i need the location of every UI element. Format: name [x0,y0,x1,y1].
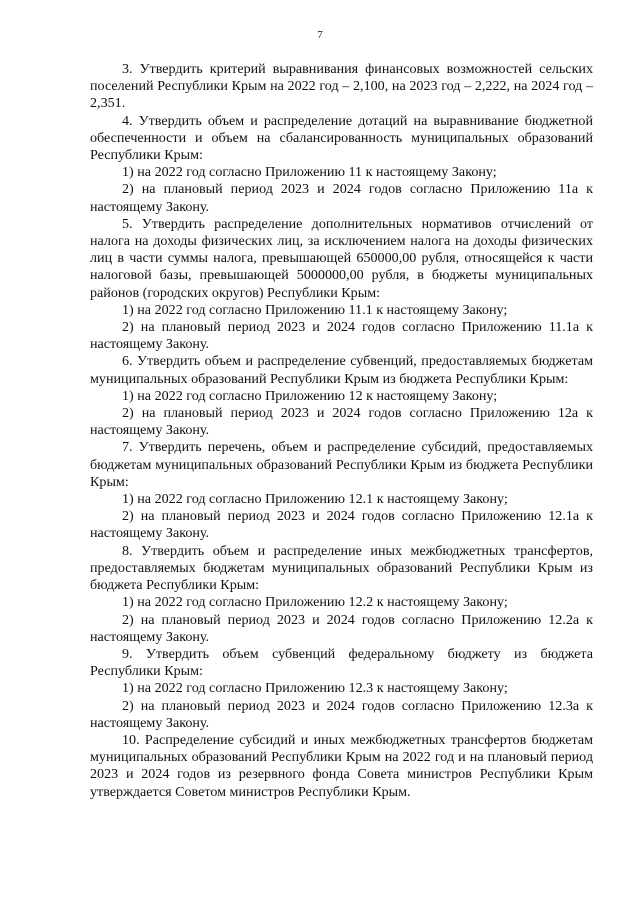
paragraph-10: 10. Распределение субсидий и иных межбюджетных трансфертов бюджетам муниципальных образований Республики Крым на 2022 год и на плановый период 2023 и 2024 годов из резервного фонда Совета министров Республики Крым утверждается Советом министров Республики Крым. [90,731,593,800]
paragraph-6: 6. Утвердить объем и распределение субвенций, предоставляемых бюджетам муниципальных образований Республики Крым из бюджета Республики Крым: [90,353,593,387]
document-body [90,61,593,801]
paragraph-6-item-2: 2) на плановый период 2023 и 2024 годов согласно Приложению 12а к настоящему Закону. [90,405,593,439]
paragraph-8-item-2: 2) на плановый период 2023 и 2024 годов согласно Приложению 12.2а к настоящему Закону. [90,611,593,645]
paragraph-4-item-2: 2) на плановый период 2023 и 2024 годов согласно Приложению 11а к настоящему Закону. [90,181,593,215]
paragraph-5-item-1: 1) на 2022 год согласно Приложению 11.1 к настоящему Закону; [122,301,508,318]
page-number: 7 [317,29,323,41]
paragraph-4: 4. Утвердить объем и распределение дотаций на выравнивание бюджетной обеспеченности и объем на сбалансированность муниципальных образований Республики Крым: [90,112,593,164]
paragraph-7-item-2: 2) на плановый период 2023 и 2024 годов согласно Приложению 12.1а к настоящему Закону. [90,508,593,542]
paragraph-4-item-1: 1) на 2022 год согласно Приложению 11 к настоящему Закону; [122,164,497,181]
paragraph-5: 5. Утвердить распределение дополнительных нормативов отчислений от налога на доходы физических лиц, за исключением налога на доходы физических лиц в части суммы налога, превышающей 650000,00 рубля, относящейся к части налоговой базы, превышающей 5000000,00 рубля, в бюджеты муниципальных районов (городских округов) Республики Крым: [90,215,593,301]
paragraph-8: 8. Утвердить объем и распределение иных межбюджетных трансфертов, предоставляемых бюджетам муниципальных образований Республики Крым из бюджета Республики Крым: [90,542,593,594]
paragraph-7: 7. Утвердить перечень, объем и распределение субсидий, предоставляемых бюджетам муниципальных образований Республики Крым из бюджета Республики Крым: [90,439,593,490]
paragraph-7-item-1: 1) на 2022 год согласно Приложению 12.1 к настоящему Закону; [122,491,508,508]
paragraph-9-item-1: 1) на 2022 год согласно Приложению 12.3 к настоящему Закону; [122,680,508,697]
paragraph-5-item-2: 2) на плановый период 2023 и 2024 годов согласно Приложению 11.1а к настоящему Закону. [90,319,593,353]
paragraph-6-item-1: 1) на 2022 год согласно Приложению 12 к настоящему Закону; [122,387,498,404]
paragraph-9-item-2: 2) на плановый период 2023 и 2024 годов согласно Приложению 12.3а к настоящему Закону. [90,697,593,731]
paragraph-9: 9. Утвердить объем субвенций федеральному бюджету из бюджета Республики Крым: [90,645,593,680]
paragraph-8-item-1: 1) на 2022 год согласно Приложению 12.2 к настоящему Закону; [122,594,508,611]
paragraph-3: 3. Утвердить критерий выравнивания финансовых возможностей сельских поселений Республики Крым на 2022 год – 2,100, на 2023 год – 2,222, на 2024 год – 2,351. [90,61,593,112]
